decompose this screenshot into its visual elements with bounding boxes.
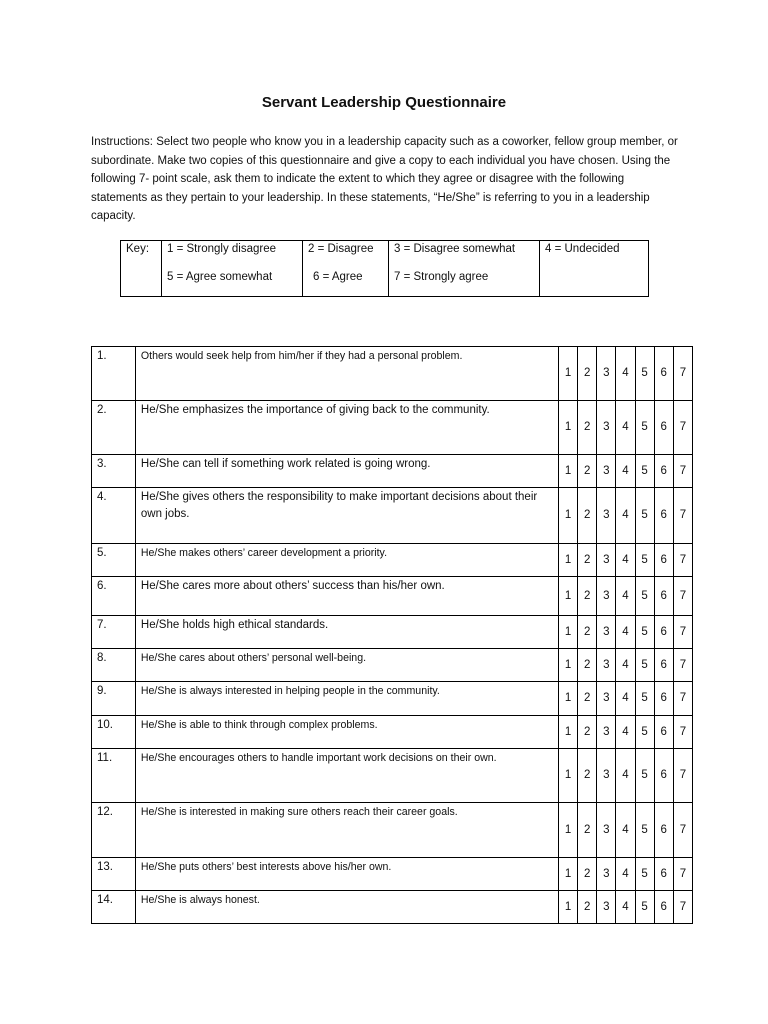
rating-option-5[interactable]: 5 [635,803,654,858]
question-row [92,891,693,924]
rating-option-2[interactable]: 2 [578,682,597,716]
rating-option-1[interactable]: 1 [559,716,578,749]
rating-option-6[interactable]: 6 [654,891,673,924]
rating-option-5[interactable]: 5 [635,347,654,401]
question-row [92,488,693,544]
rating-option-1[interactable]: 1 [559,749,578,803]
rating-option-4[interactable]: 4 [616,544,635,577]
page-title: Servant Leadership Questionnaire [261,94,507,111]
rating-option-1[interactable]: 1 [559,577,578,616]
question-number: 5. [92,544,136,577]
rating-option-7[interactable]: 7 [673,716,692,749]
rating-option-2[interactable]: 2 [578,891,597,924]
rating-option-7[interactable]: 7 [673,749,692,803]
question-row [92,649,693,682]
question-statement: He/She emphasizes the importance of giving back to the community. [135,401,558,455]
key-cell: 4 = Undecided [540,241,649,297]
rating-option-6[interactable]: 6 [654,858,673,891]
rating-option-7[interactable]: 7 [673,649,692,682]
rating-option-2[interactable]: 2 [578,544,597,577]
rating-option-3[interactable]: 3 [597,616,616,649]
rating-option-5[interactable]: 5 [635,716,654,749]
questionnaire-table [91,346,693,924]
question-number: 14. [92,891,136,924]
question-number: 10. [92,716,136,749]
rating-option-3[interactable]: 3 [597,803,616,858]
rating-option-6[interactable]: 6 [654,401,673,455]
question-number: 2. [92,401,136,455]
rating-option-3[interactable]: 3 [597,682,616,716]
question-statement: He/She makes others’ career development a priority. [135,544,558,577]
rating-option-5[interactable]: 5 [635,749,654,803]
rating-option-3[interactable]: 3 [597,577,616,616]
rating-option-5[interactable]: 5 [635,649,654,682]
rating-option-6[interactable]: 6 [654,649,673,682]
rating-option-4[interactable]: 4 [616,749,635,803]
instructions-text: Instructions: Select two people who know you in a leadership capacity such as a coworker, fellow group member, or subordinate. Make two copies of this questionnaire and give a copy to each individual you have chosen. Using the following 7- point scale, ask them to indicate the extent to which they agree or disagree with the following statements as they pertain to your leadership. In these statements, “He/She” is referring to you in a leadership capacity. [91,136,678,222]
rating-option-4[interactable]: 4 [616,455,635,488]
rating-option-7[interactable]: 7 [673,455,692,488]
question-row [92,577,693,616]
rating-option-2[interactable]: 2 [578,803,597,858]
rating-option-2[interactable]: 2 [578,749,597,803]
key-label: Key: [121,241,162,297]
question-row [92,716,693,749]
rating-option-1[interactable]: 1 [559,803,578,858]
rating-option-3[interactable]: 3 [597,649,616,682]
rating-option-5[interactable]: 5 [635,401,654,455]
rating-option-7[interactable]: 7 [673,544,692,577]
rating-option-5[interactable]: 5 [635,544,654,577]
rating-option-4[interactable]: 4 [616,401,635,455]
question-statement: He/She holds high ethical standards. [135,616,558,649]
key-cell: 2 = Disagree 6 = Agree [303,241,389,297]
rating-option-4[interactable]: 4 [616,803,635,858]
rating-option-3[interactable]: 3 [597,544,616,577]
rating-option-6[interactable]: 6 [654,455,673,488]
rating-option-7[interactable]: 7 [673,858,692,891]
rating-option-3[interactable]: 3 [597,455,616,488]
question-number: 1. [92,347,136,401]
rating-option-3[interactable]: 3 [597,488,616,544]
rating-option-6[interactable]: 6 [654,749,673,803]
question-number: 13. [92,858,136,891]
rating-option-1[interactable]: 1 [559,544,578,577]
question-number: 7. [92,616,136,649]
rating-option-1[interactable]: 1 [559,616,578,649]
key-cell: 3 = Disagree somewhat 7 = Strongly agree [389,241,540,297]
rating-option-3[interactable]: 3 [597,716,616,749]
question-statement: He/She can tell if something work related is going wrong. [135,455,558,488]
rating-option-6[interactable]: 6 [654,488,673,544]
rating-option-2[interactable]: 2 [578,649,597,682]
question-number: 9. [92,682,136,716]
question-number: 8. [92,649,136,682]
rating-option-7[interactable]: 7 [673,891,692,924]
rating-option-5[interactable]: 5 [635,577,654,616]
question-statement: He/She is always interested in helping people in the community. [135,682,558,716]
question-number: 6. [92,577,136,616]
rating-option-2[interactable]: 2 [578,716,597,749]
rating-option-6[interactable]: 6 [654,682,673,716]
rating-option-5[interactable]: 5 [635,682,654,716]
rating-option-1[interactable]: 1 [559,858,578,891]
rating-option-3[interactable]: 3 [597,749,616,803]
rating-option-2[interactable]: 2 [578,616,597,649]
rating-option-6[interactable]: 6 [654,716,673,749]
rating-option-2[interactable]: 2 [578,577,597,616]
question-row [92,544,693,577]
question-row [92,401,693,455]
question-row [92,858,693,891]
rating-option-2[interactable]: 2 [578,488,597,544]
rating-option-2[interactable]: 2 [578,858,597,891]
rating-option-5[interactable]: 5 [635,858,654,891]
rating-option-4[interactable]: 4 [616,488,635,544]
question-row [92,682,693,716]
rating-option-7[interactable]: 7 [673,803,692,858]
rating-option-4[interactable]: 4 [616,577,635,616]
question-statement: He/She encourages others to handle important work decisions on their own. [135,749,558,803]
rating-option-6[interactable]: 6 [654,577,673,616]
question-statement: He/She is always honest. [135,891,558,924]
rating-option-7[interactable]: 7 [673,682,692,716]
question-row [92,347,693,401]
rating-option-7[interactable]: 7 [673,401,692,455]
rating-option-7[interactable]: 7 [673,616,692,649]
rating-option-1[interactable]: 1 [559,488,578,544]
question-row [92,455,693,488]
rating-option-1[interactable]: 1 [559,649,578,682]
scale-key-table [120,240,649,297]
rating-option-3[interactable]: 3 [597,858,616,891]
rating-option-4[interactable]: 4 [616,347,635,401]
rating-option-1[interactable]: 1 [559,455,578,488]
question-statement: He/She is interested in making sure others reach their career goals. [135,803,558,858]
rating-option-3[interactable]: 3 [597,401,616,455]
rating-option-4[interactable]: 4 [616,716,635,749]
rating-option-2[interactable]: 2 [578,455,597,488]
question-statement: Others would seek help from him/her if they had a personal problem. [135,347,558,401]
question-row [92,803,693,858]
rating-option-4[interactable]: 4 [616,616,635,649]
question-row [92,616,693,649]
rating-option-7[interactable]: 7 [673,347,692,401]
rating-option-6[interactable]: 6 [654,347,673,401]
question-statement: He/She is able to think through complex problems. [135,716,558,749]
rating-option-2[interactable]: 2 [578,347,597,401]
rating-option-4[interactable]: 4 [616,858,635,891]
rating-option-6[interactable]: 6 [654,616,673,649]
question-statement: He/She cares about others’ personal well-being. [135,649,558,682]
rating-option-5[interactable]: 5 [635,488,654,544]
question-number: 11. [92,749,136,803]
question-statement: He/She puts others’ best interests above his/her own. [135,858,558,891]
rating-option-5[interactable]: 5 [635,891,654,924]
rating-option-7[interactable]: 7 [673,488,692,544]
rating-option-1[interactable]: 1 [559,682,578,716]
key-cell: 1 = Strongly disagree 5 = Agree somewhat [162,241,303,297]
rating-option-1[interactable]: 1 [559,891,578,924]
rating-option-1[interactable]: 1 [559,347,578,401]
question-statement: He/She cares more about others’ success than his/her own. [135,577,558,616]
question-statement: He/She gives others the responsibility to make important decisions about their own jobs. [135,488,558,544]
rating-option-3[interactable]: 3 [597,891,616,924]
rating-option-6[interactable]: 6 [654,544,673,577]
question-number: 3. [92,455,136,488]
question-number: 12. [92,803,136,858]
rating-option-5[interactable]: 5 [635,616,654,649]
question-number: 4. [92,488,136,544]
rating-option-6[interactable]: 6 [654,803,673,858]
rating-option-4[interactable]: 4 [616,891,635,924]
rating-option-7[interactable]: 7 [673,577,692,616]
rating-option-5[interactable]: 5 [635,455,654,488]
rating-option-4[interactable]: 4 [616,649,635,682]
rating-option-3[interactable]: 3 [597,347,616,401]
rating-option-2[interactable]: 2 [578,401,597,455]
rating-option-1[interactable]: 1 [559,401,578,455]
rating-option-4[interactable]: 4 [616,682,635,716]
question-row [92,749,693,803]
